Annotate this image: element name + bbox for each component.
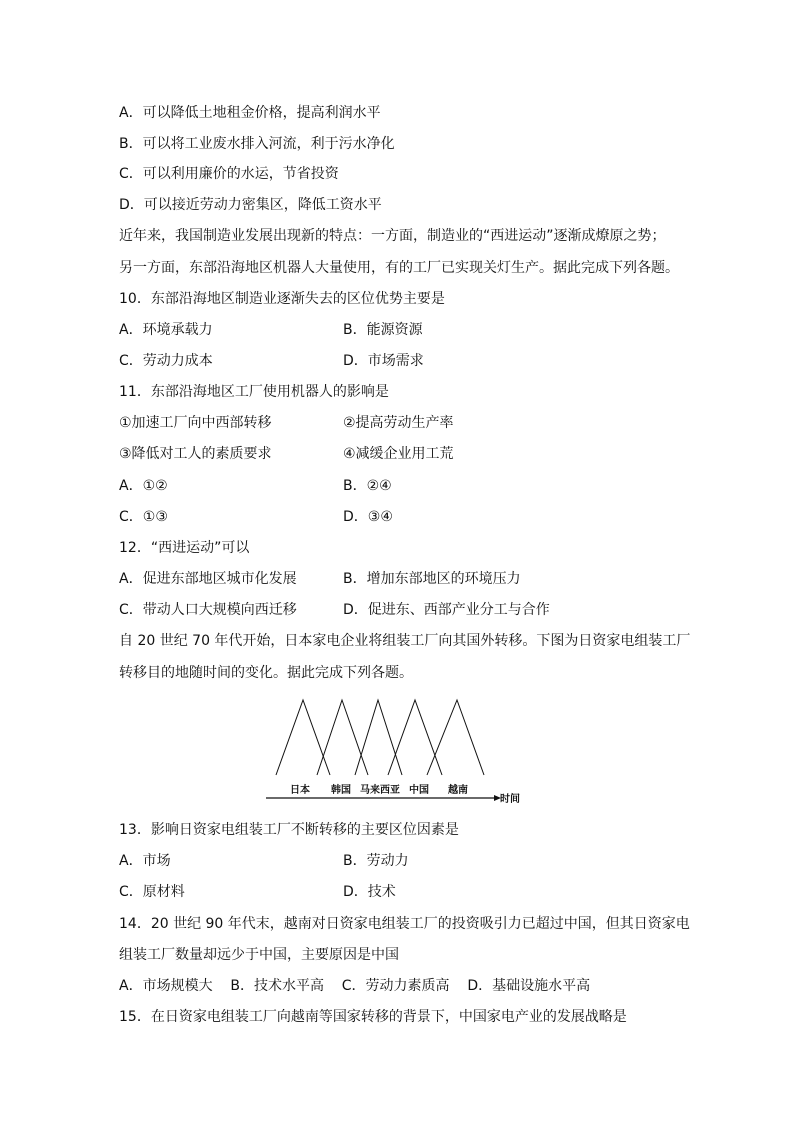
q9-option-c: C．可以利用廉价的水运，节省投资: [119, 166, 339, 182]
q10-option-a: A．环境承载力: [119, 322, 213, 338]
q11-stem: 11．东部沿海地区工厂使用机器人的影响是: [119, 384, 389, 400]
q9-option-d: D．可以接近劳动力密集区，降低工资水平: [119, 197, 382, 213]
label-japan: 日本: [290, 785, 310, 796]
japan-curve: [276, 700, 330, 775]
q10-option-c: C．劳动力成本: [119, 353, 213, 369]
q9-option-a: A．可以降低土地租金价格，提高利润水平: [119, 105, 381, 121]
q12-stem: 12．“西进运动”可以: [119, 540, 250, 556]
factory-transfer-diagram: [262, 695, 524, 807]
label-malaysia: 马来西亚: [360, 785, 400, 796]
q12-option-b: B．增加东部地区的环境压力: [343, 571, 521, 587]
q13-option-c: C．原材料: [119, 884, 185, 900]
q13-option-d: D．技术: [343, 884, 396, 900]
q14-stem-line2: 组装工厂数量却远少于中国，主要原因是中国: [119, 947, 399, 963]
q10-option-d: D．市场需求: [343, 353, 424, 369]
q13-stem: 13．影响日资家电组装工厂不断转移的主要区位因素是: [119, 822, 459, 838]
passage1-line1: 近年来，我国制造业发展出现新的特点：一方面，制造业的“西进运动”逐渐成燎原之势；: [119, 228, 666, 244]
malaysia-curve: [355, 700, 402, 775]
q13-option-a: A．市场: [119, 853, 171, 869]
q12-option-c: C．带动人口大规模向西迁移: [119, 602, 297, 618]
q15-stem: 15．在日资家电组装工厂向越南等国家转移的背景下，中国家电产业的发展战略是: [119, 1009, 627, 1025]
q12-option-d: D．促进东、西部产业分工与合作: [343, 602, 550, 618]
q10-option-b: B．能源资源: [343, 322, 423, 338]
label-vietnam: 越南: [448, 785, 468, 796]
q11-statement-1: ①加速工厂向中西部转移: [119, 415, 272, 431]
q11-option-a: A．①②: [119, 478, 168, 494]
q11-option-c: C．①③: [119, 509, 168, 525]
q11-option-b: B．②④: [343, 478, 392, 494]
q10-stem: 10．东部沿海地区制造业逐渐失去的区位优势主要是: [119, 291, 445, 307]
q14-options: A．市场规模大 B．技术水平高 C．劳动力素质高 D．基础设施水平高: [119, 978, 591, 994]
passage1-line2: 另一方面，东部沿海地区机器人大量使用，有的工厂已实现关灯生产。据此完成下列各题。: [119, 260, 679, 276]
label-korea: 韩国: [331, 785, 351, 796]
passage2-line2: 转移目的地随时间的变化。据此完成下列各题。: [119, 665, 413, 681]
q9-option-b: B．可以将工业废水排入河流，利于污水净化: [119, 136, 395, 152]
q11-option-d: D．③④: [343, 509, 393, 525]
korea-curve: [317, 700, 368, 775]
q11-statement-3: ③降低对工人的素质要求: [119, 446, 272, 462]
passage2-line1: 自 20 世纪 70 年代开始，日本家电企业将组装工厂向其国外转移。下图为日资家电组装工厂: [119, 633, 691, 649]
q14-stem-line1: 14．20 世纪 90 年代末，越南对日资家电组装工厂的投资吸引力已超过中国，但其日资家电: [119, 916, 690, 932]
q11-statement-4: ④减缓企业用工荒: [343, 446, 454, 462]
q11-statement-2: ②提高劳动生产率: [343, 415, 454, 431]
label-china: 中国: [409, 785, 429, 796]
q12-option-a: A．促进东部地区城市化发展: [119, 571, 297, 587]
q13-option-b: B．劳动力: [343, 853, 409, 869]
factory-transfer-svg: [262, 695, 524, 807]
vietnam-curve: [427, 700, 484, 775]
china-curve: [388, 700, 442, 775]
label-time-axis: 时间: [500, 794, 520, 805]
